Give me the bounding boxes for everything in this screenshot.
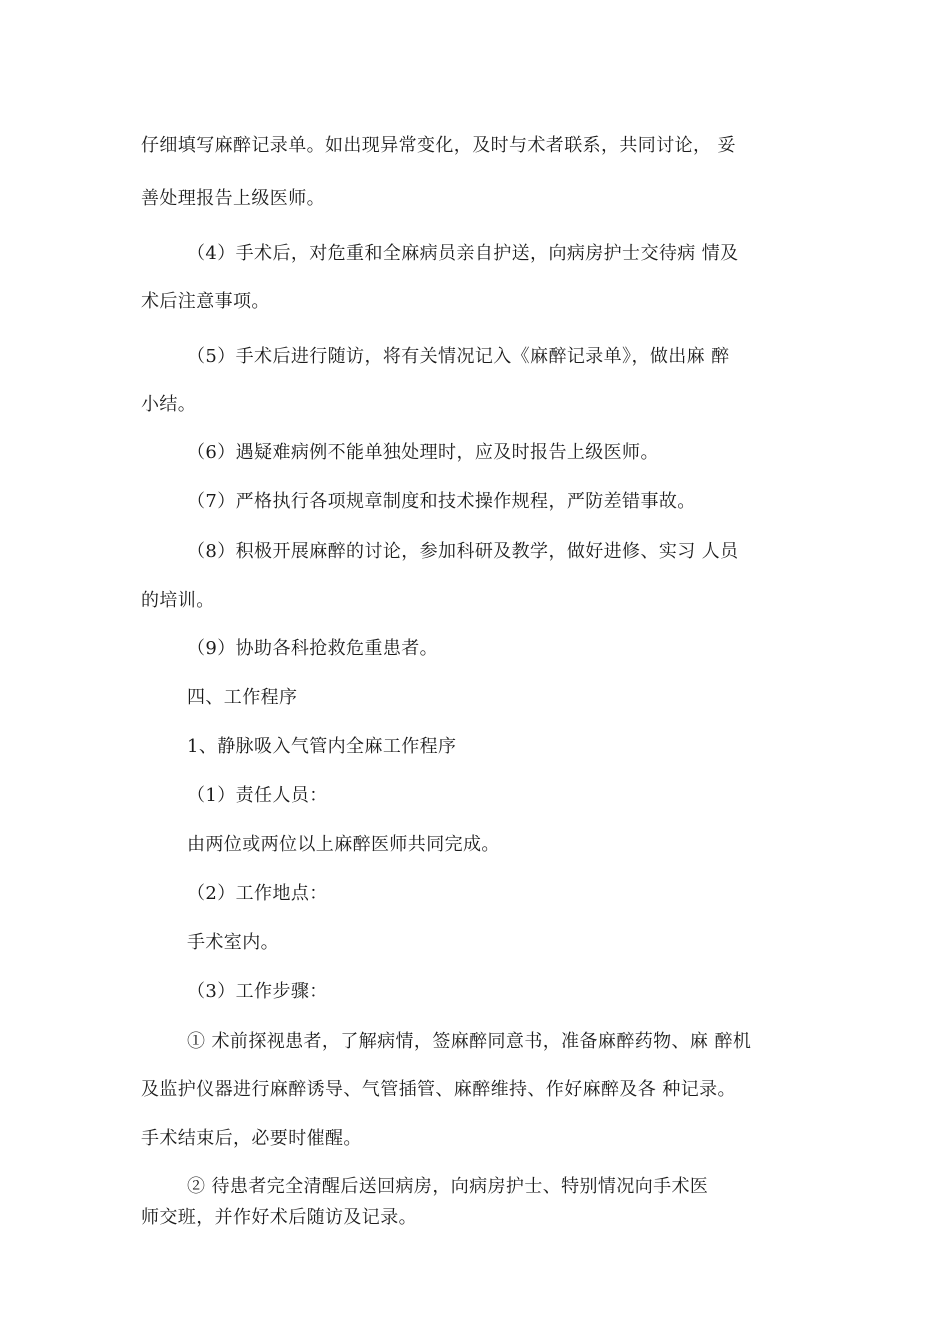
text-line: （5）手术后进行随访，将有关情况记入《麻醉记录单》，做出麻 醉 — [187, 346, 730, 367]
text-line: （1）责任人员： — [187, 785, 328, 806]
section-heading: 四、工作程序 — [187, 687, 298, 708]
text-line: （2）工作地点： — [187, 883, 328, 904]
text-line: 由两位或两位以上麻醉医师共同完成。 — [187, 834, 500, 855]
text-line: （4）手术后，对危重和全麻病员亲自护送，向病房护士交待病 情及 — [187, 243, 739, 264]
text-line: （9）协助各科抢救危重患者。 — [187, 638, 439, 659]
subsection-heading: 1、静脉吸入气管内全麻工作程序 — [187, 736, 457, 757]
text-line: 的培训。 — [141, 590, 215, 611]
text-line: 仔细填写麻醉记录单。如出现异常变化，及时与术者联系，共同讨论， 妥 — [141, 135, 736, 156]
text-line: 小结。 — [141, 394, 197, 415]
text-line: 师交班，并作好术后随访及记录。 — [141, 1207, 417, 1228]
text-line: 手术室内。 — [187, 932, 279, 953]
text-line: （3）工作步骤： — [187, 981, 328, 1002]
text-line: 及监护仪器进行麻醉诱导、气管插管、麻醉维持、作好麻醉及各 种记录。 — [141, 1079, 736, 1100]
text-line: 术后注意事项。 — [141, 291, 270, 312]
text-line: （6）遇疑难病例不能单独处理时，应及时报告上级医师。 — [187, 442, 659, 463]
text-line: 善处理报告上级医师。 — [141, 188, 325, 209]
text-line: （7）严格执行各项规章制度和技术操作规程，严防差错事故。 — [187, 491, 696, 512]
text-line: ② 待患者完全清醒后送回病房，向病房护士、特别情况向手术医 — [187, 1176, 709, 1197]
text-line: （8）积极开展麻醉的讨论，参加科研及教学，做好进修、实习 人员 — [187, 541, 739, 562]
text-line: ① 术前探视患者，了解病情，签麻醉同意书，准备麻醉药物、麻 醉机 — [187, 1031, 752, 1052]
text-line: 手术结束后，必要时催醒。 — [141, 1128, 362, 1149]
